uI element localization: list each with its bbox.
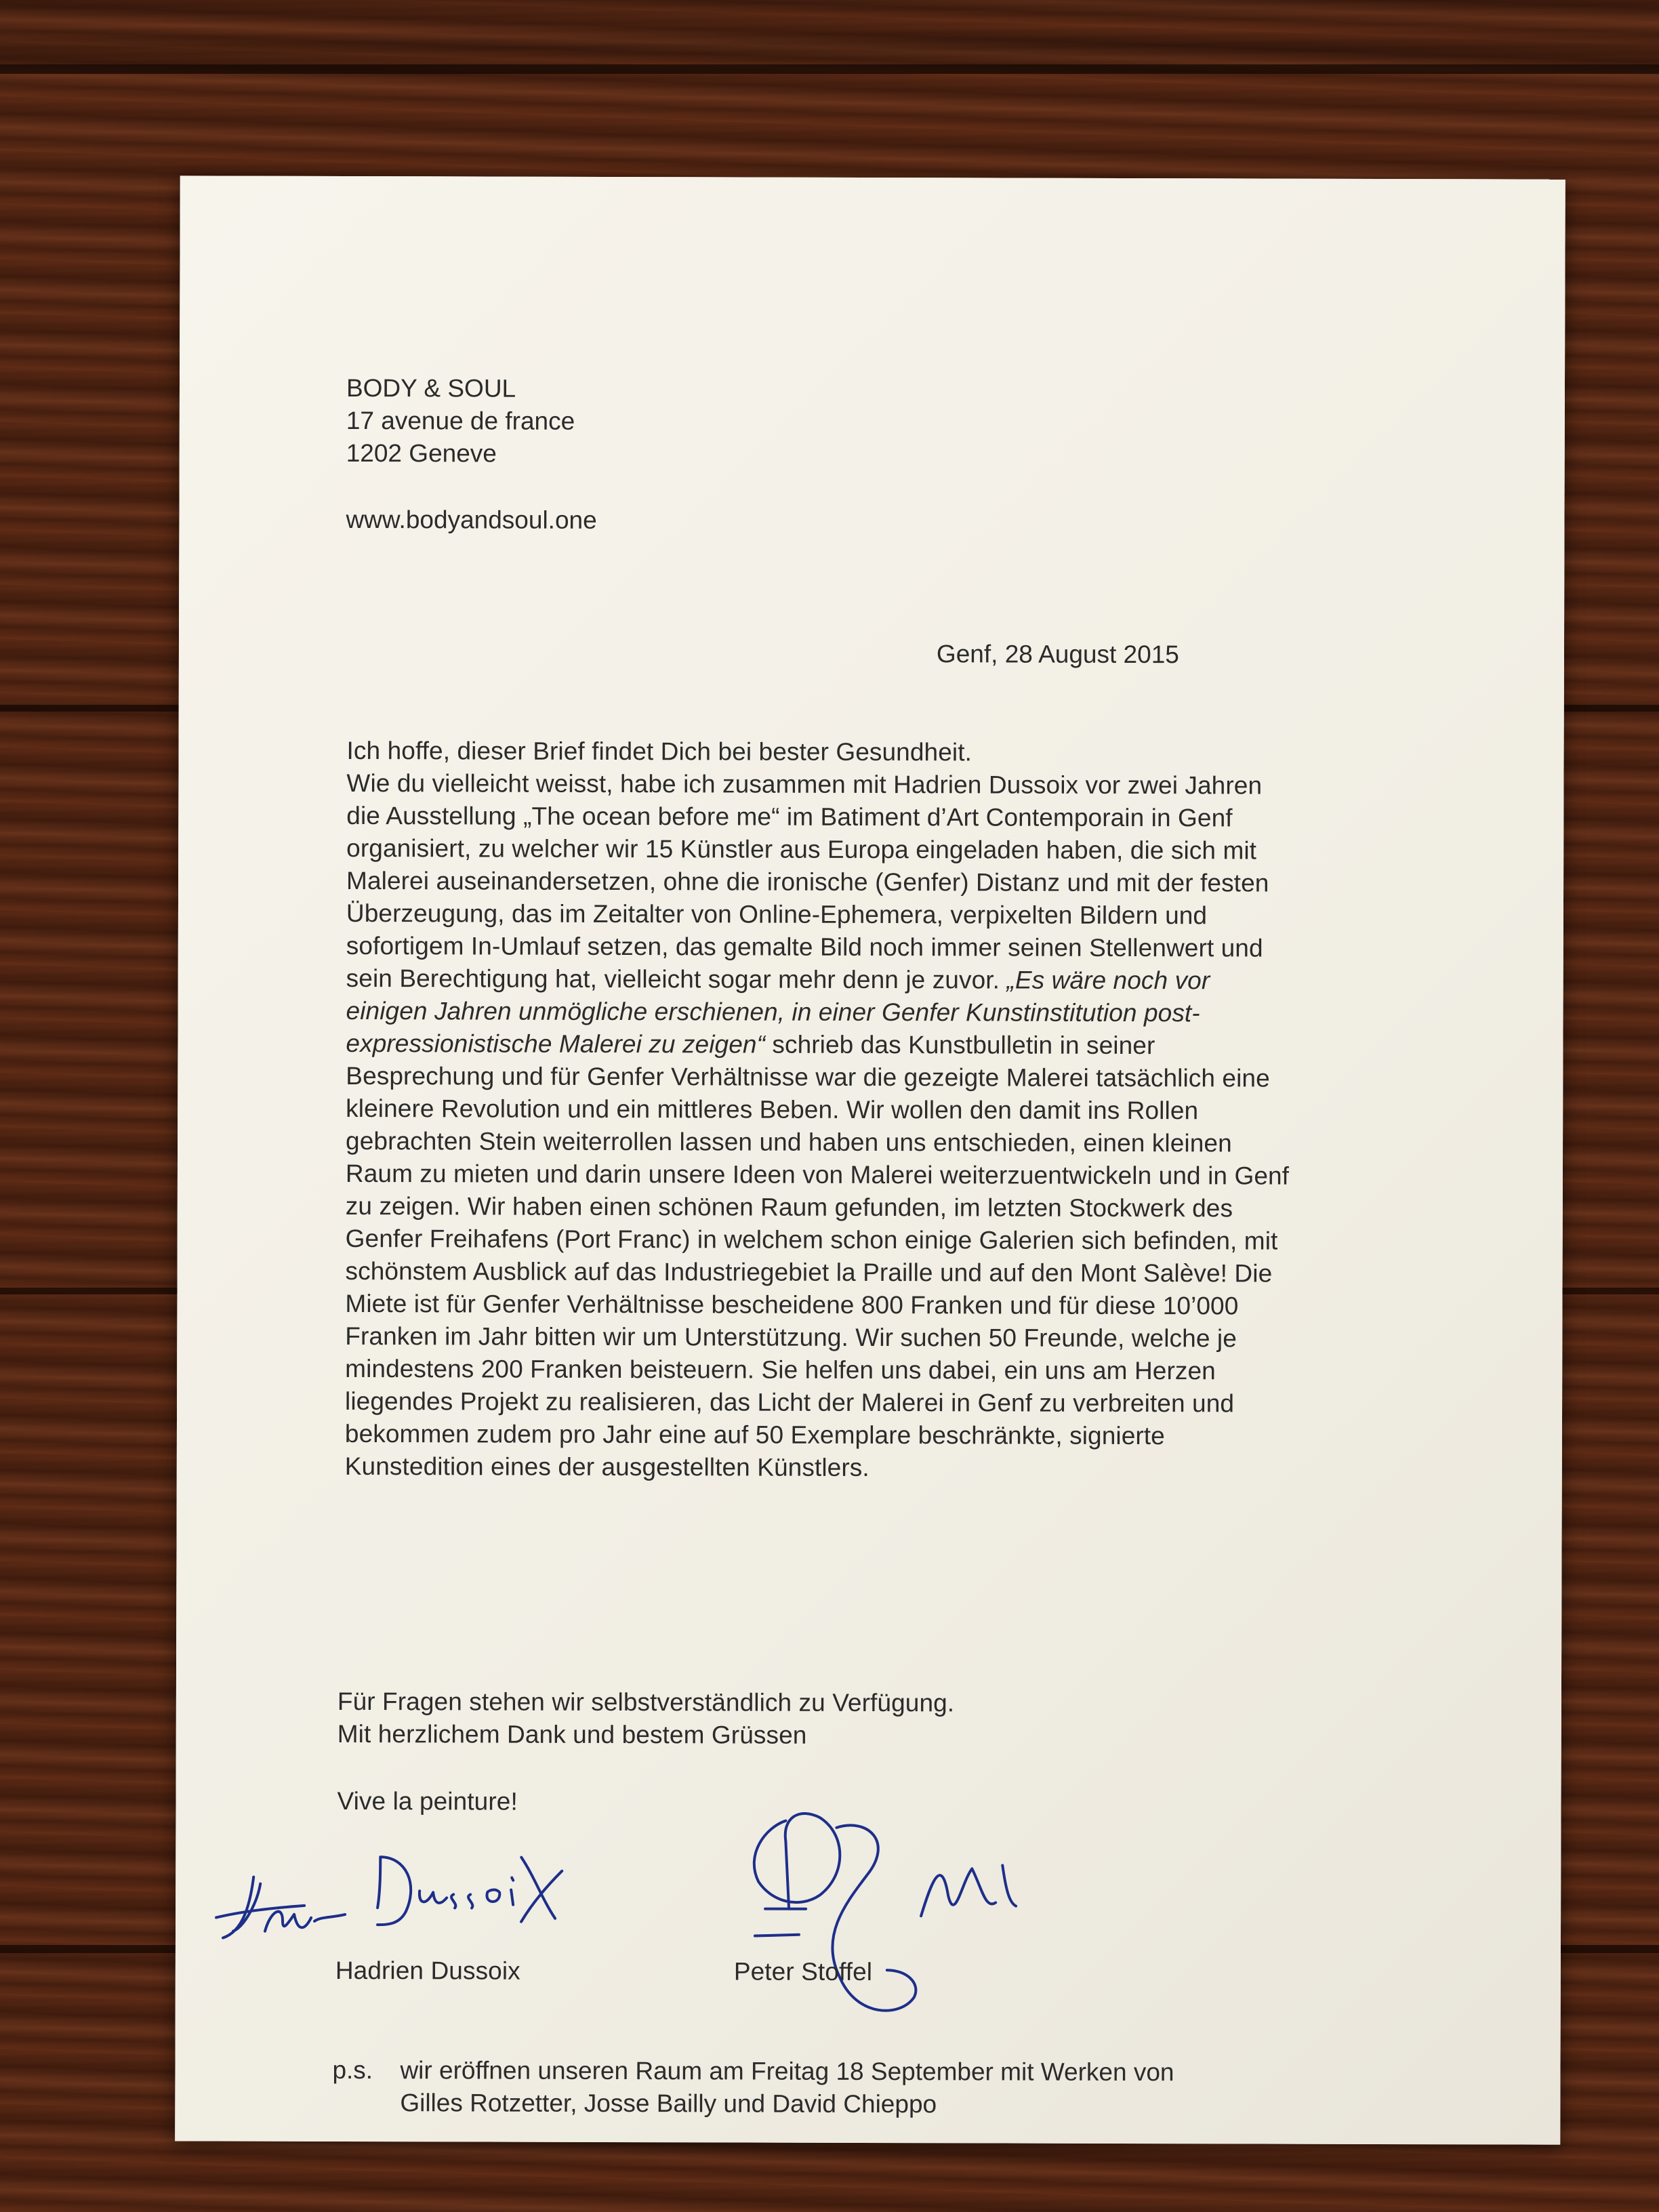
body-text: sofortigem In-Umlauf setzen, das gemalte Bild noch immer seinen Stellenwert und: [346, 931, 1263, 962]
body-text: schönstem Ausblick auf das Industriegebiet la Praille und auf den Mont Salève! Die: [345, 1256, 1273, 1288]
body-text: Überzeugung, das im Zeitalter von Online-Ephemera, verpixelten Bildern und: [346, 899, 1208, 930]
body-text: bekommen zudem pro Jahr eine auf 50 Exemplare beschränkte, signierte: [344, 1419, 1165, 1450]
body-text: zu zeigen. Wir haben einen schönen Raum gefunden, im letzten Stockwerk des: [345, 1191, 1233, 1223]
place-date: Genf, 28 August 2015: [936, 640, 1179, 669]
body-text: Malerei auseinandersetzen, ohne die ironische (Genfer) Distanz und mit der festen: [346, 866, 1269, 897]
body-text: schrieb das Kunstbulletin in seiner: [764, 1030, 1155, 1060]
body-line: [346, 898, 1207, 931]
body-text: Kunstedition eines der ausgestellten Künstlers.: [344, 1452, 869, 1481]
body-line: [346, 833, 1256, 867]
quote-text: einigen Jahren unmögliche erschienen, in einer Genfer Kunstinstitution post-: [346, 996, 1200, 1027]
body-text: organisiert, zu welcher wir 15 Künstler aus Europa eingeladen haben, die sich mit: [346, 834, 1257, 865]
body-line: [345, 1321, 1237, 1354]
body-text: kleinere Revolution und ein mittleres Beben. Wir wollen den damit ins Rollen: [346, 1094, 1199, 1125]
body-line: [345, 1451, 869, 1483]
sender-website: www.bodyandsoul.one: [346, 505, 597, 534]
body-text: Franken im Jahr bitten wir um Unterstützung. Wir suchen 50 Freunde, welche je: [345, 1322, 1237, 1353]
body-line: [346, 1093, 1198, 1126]
body-line: [345, 1418, 1165, 1452]
postscript-label: p.s.: [332, 2055, 373, 2085]
body-line: [346, 768, 1262, 802]
body-line: [346, 865, 1269, 899]
body-text: sein Berechtigung hat, vielleicht sogar mehr denn je zuvor.: [346, 964, 1007, 994]
body-line: [346, 1158, 1289, 1192]
sender-name: BODY & SOUL: [346, 373, 516, 403]
body-line: [346, 963, 1210, 996]
body-text: Miete ist für Genfer Verhältnisse bescheidene 800 Franken und für diese 10’000: [345, 1289, 1239, 1320]
body-line: [346, 996, 1200, 1029]
body-text: Wie du vielleicht weisst, habe ich zusammen mit Hadrien Dussoix vor zwei Jahren: [346, 769, 1263, 800]
signature-peter-stoffel: [718, 1800, 1233, 2039]
signature-hadrien-dussoix: [203, 1829, 582, 1959]
body-text: gebrachten Stein weiterrollen lassen und haben uns entschieden, einen kleinen: [346, 1126, 1232, 1158]
letter-sheet: [175, 176, 1565, 2144]
body-text: die Ausstellung „The ocean before me“ im Batiment d’Art Contemporain in Genf: [346, 801, 1233, 832]
motto: Vive la peinture!: [337, 1786, 518, 1816]
body-line: [346, 1028, 1155, 1061]
signatory-name: Hadrien Dussoix: [335, 1956, 520, 1985]
body-text: liegendes Projekt zu realisieren, das Licht der Malerei in Genf zu verbreiten und: [345, 1387, 1235, 1418]
body-line: [346, 1191, 1233, 1224]
body-line: [346, 1223, 1278, 1257]
body-line: [347, 735, 972, 768]
postscript-line: wir eröffnen unseren Raum am Freitag 18 September mit Werken von: [400, 2056, 1174, 2087]
body-line: [346, 930, 1263, 964]
sender-city: 1202 Geneve: [346, 438, 497, 468]
body-line: [345, 1288, 1238, 1322]
body-line: [346, 1126, 1232, 1159]
body-text: mindestens 200 Franken beisteuern. Sie helfen uns dabei, ein uns am Herzen: [345, 1354, 1216, 1385]
body-line: [346, 800, 1232, 834]
quote-text: expressionistische Malerei zu zeigen“: [346, 1029, 766, 1059]
body-text: Raum zu mieten und darin unsere Ideen von Malerei weiterzuentwickeln und in Genf: [345, 1159, 1290, 1190]
body-text: Ich hoffe, dieser Brief findet Dich bei bester Gesundheit.: [346, 736, 972, 766]
body-line: [346, 1061, 1270, 1094]
body-line: [345, 1353, 1216, 1387]
quote-text: „Es wäre noch vor: [1006, 966, 1210, 995]
closing-line: Mit herzlichem Dank und bestem Grüssen: [337, 1719, 807, 1749]
signatory-name: Peter Stoffel: [733, 1957, 873, 1986]
body-text: Besprechung und für Genfer Verhältnisse war die gezeigte Malerei tatsächlich eine: [346, 1061, 1270, 1092]
postscript-line: Gilles Rotzetter, Josse Bailly und David Chieppo: [400, 2089, 937, 2118]
wood-plank-gap: [0, 64, 1659, 74]
body-text: Genfer Freihafens (Port Franc) in welchem schon einige Galerien sich befinden, mit: [345, 1224, 1278, 1255]
sender-street: 17 avenue de france: [346, 406, 575, 435]
body-line: [346, 1256, 1273, 1290]
body-line: [345, 1386, 1234, 1419]
closing-line: Für Fragen stehen wir selbstverständlich zu Verfügung.: [337, 1687, 955, 1717]
